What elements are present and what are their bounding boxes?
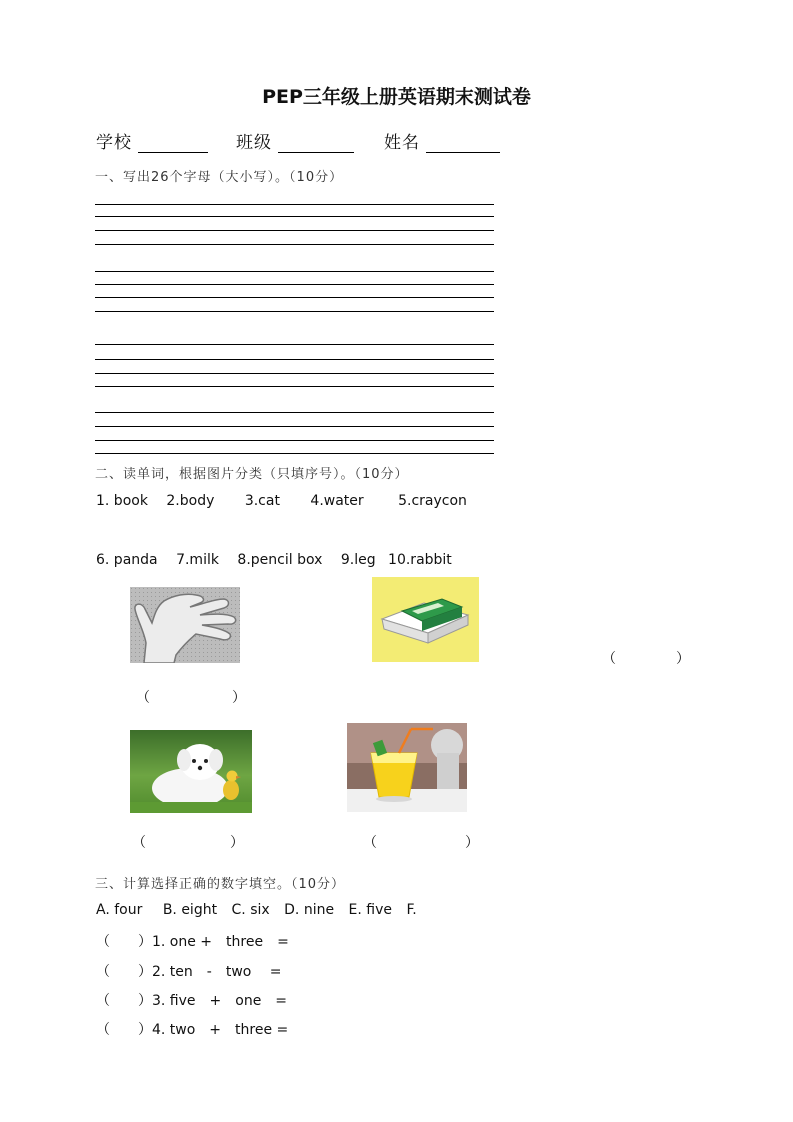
school-field — [96, 128, 208, 153]
answer-paren-juice[interactable]: （ ） — [363, 835, 479, 851]
word-item: 9.leg — [340, 552, 376, 568]
name-label: 姓名 — [384, 133, 420, 153]
handwriting-lines[interactable] — [95, 204, 494, 456]
section2-heading: 二、读单词，根据图片分类（只填序号）。（10分） — [95, 467, 409, 482]
word-item: 3.cat — [244, 493, 280, 509]
question-4[interactable]: （ ）4. two + three = — [96, 1022, 289, 1038]
option-row — [96, 902, 431, 918]
word-row-2 — [96, 552, 466, 568]
word-item: 7.milk — [176, 552, 219, 568]
answer-paren-eraser[interactable]: （ ） — [602, 651, 690, 667]
question-1[interactable]: （ ）1. one + three = — [96, 934, 289, 950]
section3-heading: 三、计算选择正确的数字填空。（10分） — [95, 877, 346, 892]
option-item: B. eight — [162, 902, 218, 918]
option-item: C. six — [231, 902, 270, 918]
hand-icon — [130, 587, 240, 663]
school-label: 学校 — [96, 133, 132, 153]
question-3[interactable]: （ ）3. five + one = — [96, 993, 288, 1009]
question-2[interactable]: （ ）2. ten - two = — [96, 964, 282, 980]
section1-heading: 一、写出26个字母（大小写）。（10分） — [95, 170, 344, 185]
option-item: A. four — [96, 902, 143, 918]
juice-glass-photo — [347, 723, 467, 812]
word-item: 8.pencil box — [237, 552, 323, 568]
class-label: 班级 — [236, 133, 272, 153]
option-item: F. — [406, 902, 417, 918]
word-item: 10.rabbit — [388, 552, 452, 568]
word-item: 6. panda — [96, 552, 158, 568]
class-field — [236, 128, 354, 153]
name-field — [384, 128, 500, 153]
answer-paren-puppy[interactable]: （ ） — [132, 835, 244, 851]
name-blank[interactable] — [426, 134, 500, 153]
answer-paren-hand[interactable]: （ ） — [136, 690, 246, 706]
puppy-duckling-photo — [130, 730, 252, 813]
option-item: D. nine — [284, 902, 335, 918]
page-title: PEP三年级上册英语期末测试卷 — [262, 86, 531, 108]
option-item: E. five — [348, 902, 392, 918]
eraser-icon — [372, 577, 479, 662]
school-blank[interactable] — [138, 134, 208, 153]
word-item: 1. book — [96, 493, 148, 509]
word-item: 5.craycon — [398, 493, 467, 509]
word-row-1 — [96, 493, 481, 509]
word-item: 2.body — [166, 493, 215, 509]
word-item: 4.water — [310, 493, 364, 509]
class-blank[interactable] — [278, 134, 354, 153]
